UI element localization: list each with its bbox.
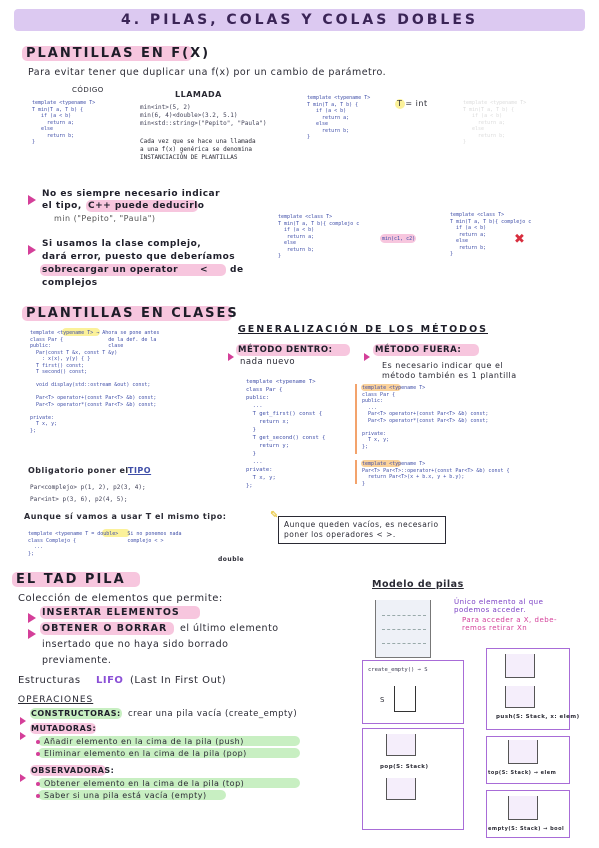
lifo-label: LIFO <box>96 675 124 686</box>
bullet-arrow-icon <box>28 624 36 643</box>
complejo-text-4: complejos <box>42 278 98 288</box>
complejo-text-2: dará error, puesto que deberíamos <box>42 252 236 262</box>
deduction-text-1: No es siempre necesario indicar <box>42 189 221 199</box>
metodo-fuera-sub: Es necesario indicar que el método también es 1 plantilla <box>382 361 517 380</box>
constructoras-label: CONSTRUCTORAS: <box>31 709 121 718</box>
page-title: 4. PILAS, COLAS Y COLAS DOBLES <box>14 9 585 31</box>
fuera-code-bracket <box>355 384 357 454</box>
bullet-arrow-icon <box>20 725 26 744</box>
empty-stack-icon <box>394 686 416 712</box>
tipo-keyword: TIPO <box>128 466 152 475</box>
stack-slot-top <box>382 606 426 616</box>
estructuras-label: Estructuras <box>18 675 81 686</box>
observadora-empty <box>36 791 207 800</box>
op2-text-2: insertado que no haya sido borrado <box>42 639 229 650</box>
complejo-text-3: sobrecargar un operator <box>42 265 179 275</box>
min-example: min ("Pepito", "Paula") <box>54 214 156 223</box>
bullet-arrow-icon <box>364 346 370 365</box>
mutadora-pop <box>36 749 247 758</box>
op2-text-1: el último elemento <box>180 623 279 634</box>
modelo-annotation-1: Único elemento al que podemos acceder. <box>454 598 544 614</box>
code-metodo-fuera: template <typename T> class Par { public: ... Par<T> operator+(const Par<T> &b) const; Par<T> operator*(const Par<T> &b) const; private: T x, y; }; <box>362 385 489 450</box>
pop-caption: pop(S: Stack) <box>380 764 429 770</box>
metodo-dentro-label: MÉTODO DENTRO: <box>238 345 333 355</box>
mutadora-push <box>36 737 244 746</box>
stack-slot <box>382 620 426 630</box>
code-complejo-call: min(c1, c2) <box>382 236 416 242</box>
empty-stack-icon-2 <box>508 796 538 820</box>
observadoras-label: OBSERVADORAS: <box>31 766 115 775</box>
mutadoras-label: MUTADORAS: <box>31 724 97 733</box>
section-heading-class-templates: PLANTILLAS EN CLASES <box>26 306 239 321</box>
code-metodo-dentro: template <typename T> class Par { public: ... T get_first() const { return x; } T get_second() const { return y; } ... private: T x, y; }; <box>246 379 326 489</box>
metodo-fuera-label: MÉTODO FUERA: <box>375 345 462 355</box>
bullet-arrow-icon <box>20 767 26 786</box>
code-min-template-right: template <typename T> T min(T a, T b) { if (a < b) return a; else return b; } <box>307 95 371 140</box>
section-heading-tad-pila: EL TAD PILA <box>16 572 126 587</box>
lightbulb-icon: ✎ <box>270 510 279 521</box>
section-heading-templates-fx: PLANTILLAS EN F(X) <box>26 46 211 61</box>
stack-s-label: S <box>380 696 385 704</box>
fuera-code-bracket-2 <box>355 460 357 484</box>
bullet-arrow-icon <box>228 346 234 365</box>
top-stack-icon <box>508 740 538 764</box>
complejo-text-1: Si usamos la clase complejo, <box>42 239 202 249</box>
code-calls: min<int>(5, 2) min(6, 4)<double>(3.2, 5.1) min<std::string>("Pepito", "Paula") <box>140 104 267 127</box>
mutadora-pop-text: Eliminar elemento en la cima de la pila (pop) <box>44 749 247 758</box>
code-class-par: template <typename T> → Ahora se pone antes class Par { de la def. de la public: clase Par(const T &x, const T &y) : x(x), y(y) { } T first() const; T second() const; void display(std::ostream &out) const; Par<T> operator+(const Par<T> &b) const; Par<T> operator*(const Par<T> &b) const; private: T x, y; }; <box>30 330 160 434</box>
double-note: double <box>218 556 245 563</box>
t-equals-int: T = int <box>397 99 428 108</box>
code-complejo-min-2: template <class T> T min(T a, T b){ complejo c if (a < b) return a; else return b; } <box>450 212 532 257</box>
instantiation-note: Cada vez que se hace una llamada a una f(x) genérica se denomina INSTANCIACIÓN DE PLANTILLAS <box>140 138 256 161</box>
deduction-text-2: el tipo, <box>42 201 82 211</box>
op-obtener-borrar: OBTENER O BORRAR <box>42 623 168 634</box>
obligatorio-text: Obligatorio poner el <box>28 466 129 475</box>
pila-intro: Colección de elementos que permite: <box>18 593 223 604</box>
note-vacio-text: Aunque queden vacíos, es necesario poner los operadores < >. <box>284 520 439 539</box>
modelo-annotation-2: Para acceder a X, debe- remos retirar Xn <box>462 616 558 632</box>
push-caption: push(S: Stack, x: elem) <box>496 714 580 720</box>
empty-caption: empty(S: Stack) → bool <box>488 826 565 832</box>
intro-text: Para evitar tener que duplicar una f(x) por un cambio de parámetro. <box>28 67 387 78</box>
stack-model-diagram <box>375 600 431 658</box>
observadora-empty-text: Saber si una pila está vacía (empty) <box>44 791 207 800</box>
pop-stack-icon <box>386 734 416 756</box>
code-metodo-fuera-impl: template <typename T> Par<T> Par<T>::operator+(const Par<T> &b) const { return Par<T>(x + b.x, y + b.y); } <box>362 461 510 487</box>
pop-stack-icon-2 <box>386 778 416 800</box>
create-empty-caption: create_empty() → S <box>368 667 428 673</box>
constructoras-desc: crear una pila vacía (create_empty) <box>128 709 298 719</box>
code-aunque: template <typename T = double> Si no ponemos nada class Complejo { complejo < > ... }; <box>28 531 182 557</box>
bullet-arrow-icon <box>28 190 36 209</box>
top-caption: top(S: Stack) → elem <box>488 770 557 776</box>
op2-text-3: previamente. <box>42 655 112 666</box>
generalization-heading: GENERALIZACIÓN DE LOS MÉTODOS <box>238 324 488 335</box>
stack-slot <box>382 634 426 644</box>
code-complejo-min: template <class T> T min(T a, T b){ complejo c if (a < b) return a; else return b; } <box>278 214 360 259</box>
push-stack-icon-2 <box>505 686 535 708</box>
observadora-top-text: Obtener elemento en la cima de la pila (top) <box>44 779 245 788</box>
operaciones-heading: OPERACIONES <box>18 695 94 705</box>
op-insertar: INSERTAR ELEMENTOS <box>42 607 180 618</box>
error-cross-icon: ✖ <box>514 232 525 247</box>
aunque-text: Aunque sí vamos a usar T el mismo tipo: <box>24 512 227 521</box>
codigo-label: CÓDIGO <box>72 86 104 94</box>
metodo-dentro-sub: nada nuevo <box>240 357 296 367</box>
llamada-label: LLAMADA <box>175 90 222 99</box>
lifo-desc: (Last In First Out) <box>130 675 227 686</box>
cpp-deduce-text: C++ puede deducirlo <box>88 201 205 211</box>
less-than-op: < <box>200 265 209 275</box>
modelo-heading: Modelo de pilas <box>372 579 464 590</box>
seal-faded-1: template <typename T> T min(T a, T b) { if (a < b) return a; else return b; } <box>463 100 527 145</box>
mutadora-push-text: Añadir elemento en la cima de la pila (push) <box>44 737 244 746</box>
code-min-template: template <typename T> T min(T a, T b) { if (a < b) return a; else return b; } <box>32 100 96 145</box>
code-tipo: Par<complejo> p(1, 2), p2(3, 4); Par<int> p(3, 6), p2(4, 5); <box>30 484 146 503</box>
push-stack-icon <box>505 654 535 678</box>
observadora-top <box>36 779 244 788</box>
complejo-text-de: de <box>230 265 244 275</box>
bullet-arrow-icon <box>28 240 36 259</box>
